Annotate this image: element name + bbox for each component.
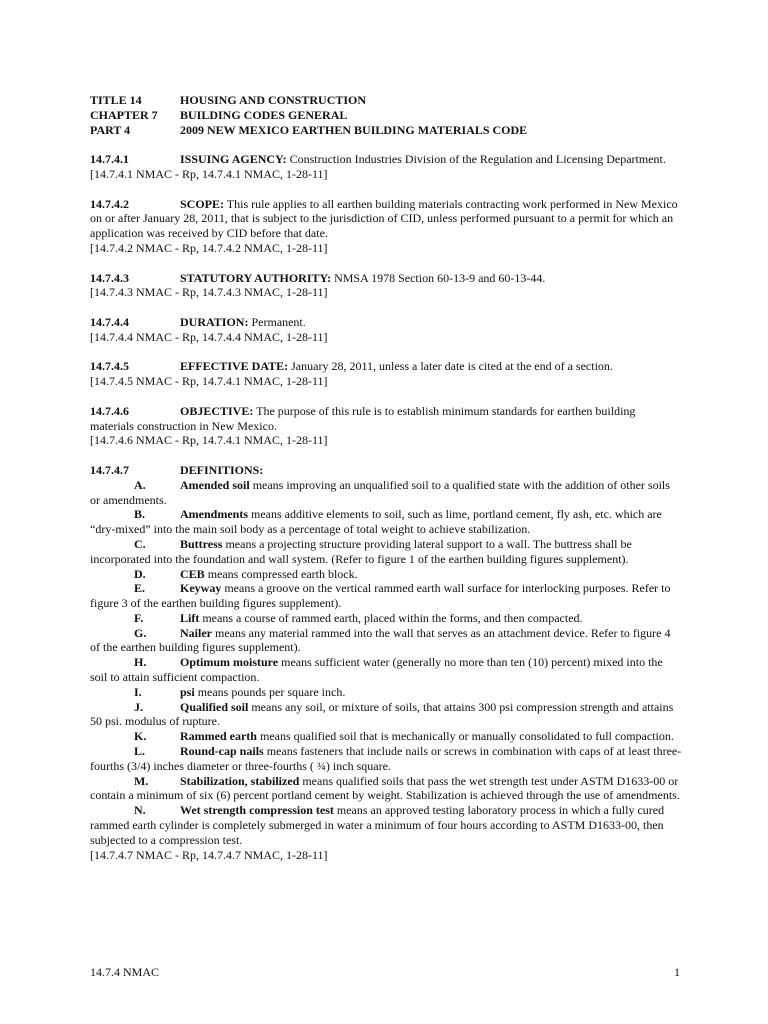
definition-letter: M. <box>134 773 149 788</box>
definition-text: means a groove on the vertical rammed earth wall surface for interlocking purposes. Refer to figure 3 of the earthen building figures supplement). <box>90 581 671 611</box>
definition-text: means qualified soil that is mechanically or manually consolidated to full compaction. <box>256 729 674 744</box>
definition-term: Nailer <box>180 625 212 640</box>
definition-term: CEB <box>180 566 205 581</box>
section-text: January 28, 2011, unless a later date is cited at the end of a section. <box>288 359 613 374</box>
definition-term: Lift <box>180 610 200 625</box>
page-number: 1 <box>674 965 680 979</box>
section-paragraph <box>90 271 682 286</box>
definition-letter: C. <box>134 536 146 551</box>
definition-item <box>90 537 682 567</box>
definition-item <box>90 744 682 774</box>
definition-item <box>90 685 682 700</box>
definition-item <box>90 774 682 804</box>
section-number: 14.7.4.7 <box>90 462 129 477</box>
header-key: TITLE 14 <box>90 93 142 107</box>
definition-letter: A. <box>134 477 146 492</box>
history-note: [14.7.4.2 NMAC - Rp, 14.7.4.2 NMAC, 1-28-11] <box>90 240 328 255</box>
section-number: 14.7.4.1 <box>90 152 129 167</box>
section-paragraph <box>90 197 682 241</box>
document-header <box>90 93 682 137</box>
section-paragraph <box>90 152 682 167</box>
section-duration <box>90 315 682 345</box>
definition-term: Wet strength compression test <box>180 803 334 818</box>
definition-item <box>90 581 682 611</box>
history-note: [14.7.4.1 NMAC - Rp, 14.7.4.1 NMAC, 1-28-11] <box>90 166 328 181</box>
section-text: This rule applies to all earthen building materials contracting work performed in New Mexico on or after January 28, 2011, that is subject to the jurisdiction of CID, unless performed pursuant to a permit for which an application was received by CID before that date. <box>90 196 678 241</box>
definition-letter: I. <box>134 684 142 699</box>
definition-text: means compressed earth block. <box>204 566 358 581</box>
section-number: 14.7.4.3 <box>90 270 129 285</box>
history-note: [14.7.4.4 NMAC - Rp, 14.7.4.4 NMAC, 1-28-11] <box>90 329 328 344</box>
section-label: SCOPE: <box>180 196 225 211</box>
footer-citation: 14.7.4 NMAC <box>90 965 160 979</box>
definition-term: psi <box>180 684 195 699</box>
header-key: PART 4 <box>90 122 131 137</box>
definition-item <box>90 803 682 847</box>
section-label: OBJECTIVE: <box>180 403 254 418</box>
header-value: BUILDING CODES GENERAL <box>180 107 348 122</box>
definition-term: Keyway <box>180 581 222 596</box>
section-scope <box>90 197 682 256</box>
definition-term: Buttress <box>180 536 223 551</box>
definition-text: means an approved testing laboratory process in which a fully cured rammed earth cylinder is completely submerged in water a minimum of four hours according to ASTM D1633-00, then subjected to a compression test. <box>90 803 665 847</box>
definition-text: means pounds per square inch. <box>194 684 346 699</box>
history-note: [14.7.4.5 NMAC - Rp, 14.7.4.1 NMAC, 1-28-11] <box>90 374 328 389</box>
section-number: 14.7.4.4 <box>90 314 129 329</box>
definition-term: Optimum moisture <box>180 655 279 670</box>
definition-text: means improving an unqualified soil to a qualified state with the addition of other soils or amendments. <box>90 477 670 507</box>
section-text: NMSA 1978 Section 60-13-9 and 60-13-44. <box>331 270 546 285</box>
definition-letter: E. <box>134 581 146 596</box>
section-text: Permanent. <box>248 314 306 329</box>
definition-text: means a course of rammed earth, placed within the forms, and then compacted. <box>199 610 583 625</box>
definition-letter: G. <box>134 625 147 640</box>
definition-text: means qualified soils that pass the wet strength test under ASTM D1633-00 or contain a minimum of six (6) percent portland cement by weight. Stabilization is achieved through the use of amendments. <box>90 773 680 803</box>
header-value: 2009 NEW MEXICO EARTHEN BUILDING MATERIALS CODE <box>180 122 528 137</box>
definition-text: means sufficient water (generally no more than ten (10) percent) mixed into the soil to attain sufficient compaction. <box>90 655 663 685</box>
section-paragraph <box>90 359 682 374</box>
section-effective-date <box>90 359 682 389</box>
definition-term: Rammed earth <box>180 729 257 744</box>
definition-item <box>90 655 682 685</box>
definition-item <box>90 567 682 582</box>
section-number: 14.7.4.6 <box>90 403 129 418</box>
definition-term: Amendments <box>180 507 248 522</box>
section-label: ISSUING AGENCY: <box>180 152 287 167</box>
chapter-row <box>90 108 682 123</box>
section-label: DEFINITIONS: <box>180 462 264 477</box>
definition-letter: F. <box>134 610 144 625</box>
section-text: The purpose of this rule is to establish minimum standards for earthen building materials construction in New Mexico. <box>90 403 636 433</box>
section-paragraph <box>90 463 682 478</box>
definition-letter: H. <box>134 655 147 670</box>
title-row <box>90 93 682 108</box>
header-key: CHAPTER 7 <box>90 107 158 122</box>
section-label: DURATION: <box>180 314 249 329</box>
definition-term: Round-cap nails <box>180 744 264 759</box>
history-note: [14.7.4.7 NMAC - Rp, 14.7.4.7 NMAC, 1-28-11] <box>90 847 328 862</box>
definition-letter: N. <box>134 803 146 818</box>
definition-letter: L. <box>134 744 146 759</box>
definition-letter: J. <box>134 699 143 714</box>
section-number: 14.7.4.5 <box>90 359 129 374</box>
part-row <box>90 123 682 138</box>
section-issuing-agency <box>90 152 682 182</box>
definition-text: means any material rammed into the wall that serves as an attachment device. Refer to figure 4 of the earthen building figures supplement). <box>90 625 671 655</box>
definition-term: Qualified soil <box>180 699 249 714</box>
header-value: HOUSING AND CONSTRUCTION <box>180 93 367 107</box>
definition-item <box>90 626 682 656</box>
history-note: [14.7.4.3 NMAC - Rp, 14.7.4.3 NMAC, 1-28-11] <box>90 285 328 300</box>
definition-term: Amended soil <box>180 477 250 492</box>
section-objective <box>90 404 682 448</box>
definition-item <box>90 729 682 744</box>
section-text: Construction Industries Division of the Regulation and Licensing Department. <box>286 152 666 167</box>
definition-letter: K. <box>134 729 147 744</box>
history-note: [14.7.4.6 NMAC - Rp, 14.7.4.1 NMAC, 1-28-11] <box>90 433 328 448</box>
definition-text: means additive elements to soil, such as lime, portland cement, fly ash, etc. which are “dry-mixed” into the main soil body as a percentage of total weight to achieve stabilization. <box>90 507 662 537</box>
definition-item <box>90 611 682 626</box>
section-label: STATUTORY AUTHORITY: <box>180 270 332 285</box>
section-number: 14.7.4.2 <box>90 196 129 211</box>
definition-item <box>90 478 682 508</box>
definition-letter: D. <box>134 566 146 581</box>
section-statutory-authority <box>90 271 682 301</box>
document-body <box>90 93 682 862</box>
definition-text: means a projecting structure providing lateral support to a wall. The buttress shall be incorporated into the foundation and wall system. (Refer to figure 1 of the earthen building figures supplement). <box>90 536 632 566</box>
section-paragraph <box>90 404 682 434</box>
definition-text: means fasteners that include nails or screws in combination with caps of at least three-fourths (3/4) inches diameter or three-fourths ( ¾) inch square. <box>90 744 682 773</box>
definition-letter: B. <box>134 507 146 522</box>
section-definitions <box>90 463 682 863</box>
definition-item <box>90 507 682 537</box>
section-label: EFFECTIVE DATE: <box>180 359 289 374</box>
section-paragraph <box>90 315 682 330</box>
definition-text: means any soil, or mixture of soils, that attains 300 psi compression strength and attains 50 psi. modulus of rupture. <box>90 699 674 729</box>
definition-item <box>90 700 682 730</box>
definition-term: Stabilization, stabilized <box>180 773 300 788</box>
